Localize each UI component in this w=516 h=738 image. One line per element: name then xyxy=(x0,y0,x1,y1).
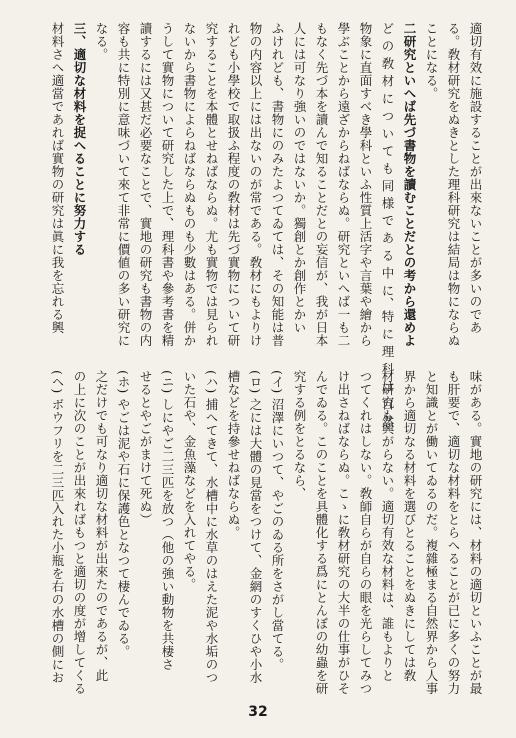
text-line: と知識とが働いてゐるのだ。複雜極まる自然界から人事 xyxy=(424,370,439,695)
text-line: 物の内容以上には出ないのが常である。敎材にもよりけ xyxy=(248,22,263,347)
text-line: なる。 xyxy=(94,22,109,61)
text-line: ど の 敎 材 に つ い て も 同 様 で あ る 中 に、特 に 理 科 は 自 然 xyxy=(380,22,395,428)
text-line: ふけれども、書物にのみたよつてゐては、その知能は普 xyxy=(270,22,285,347)
text-line: 學ぶことから遠ざからねばならぬ。研究といへば一も二 xyxy=(336,22,351,347)
text-line: つてくれはしない。敎師自らが自らの眼を光らしてみつ xyxy=(358,370,373,695)
text-line: 槽などを持參せねばならぬ。 xyxy=(226,370,241,539)
text-line: (ニ) しにやご二三匹を放つ（他の強い動物を共棲さ xyxy=(160,370,175,672)
text-line: 二研究といへば先づ書物を讀むことだとの考から還めよ xyxy=(402,22,417,347)
text-line: (ロ) 之には大體の見當をつけて、金網のすくひや小水 xyxy=(248,370,263,685)
text-line: 物象に直面すべき學科といふ性質上活字や言葉や繪から xyxy=(358,22,373,347)
text-line: 適切有效に施設することが出來ないことが多いのであ xyxy=(468,22,483,334)
text-line: もなく先づ本を讀んで知ることだとの妄信が、我が日本 xyxy=(314,22,329,347)
text-line: 人には可なり強いのではないか。獨創とか創作とかい xyxy=(292,22,307,334)
text-line: 味がある。實地の研究には、材料の適切といふことが最 xyxy=(468,370,483,695)
text-line: せるとやごがまけて死ぬ） xyxy=(138,370,153,526)
text-line: (ヘ) ボウフリを二三匹入れた小瓶を右の水槽の側にお xyxy=(50,370,65,685)
upper-text-block xyxy=(50,22,486,428)
text-line: 材研究も興がらない。適切有效な材料は、誰もよりと xyxy=(380,370,395,682)
text-line: ことになる。 xyxy=(424,22,439,100)
text-line: ないから書物によらねばならぬものも少數はある。併か xyxy=(182,22,197,347)
lower-text-block xyxy=(50,370,486,695)
text-line: 界から適切なる材料を選びとることをぬきにしては敎 xyxy=(402,370,417,682)
text-line: んでゐる。このことを具體化する爲にとんぼの幼蟲を研 xyxy=(314,370,329,695)
text-line: る。敎材研究をぬきとした理科研究は結局は物にならぬ xyxy=(446,22,461,347)
text-line: いた石や、金魚藻などを入れてやる。 xyxy=(182,370,197,591)
page-number: 32 xyxy=(248,704,268,720)
text-line: (ハ) 捕へてきて、水槽中に水草のはえた泥や水垢のつ xyxy=(204,370,219,685)
text-line: れども小學校で取扱ふ程度の敎材は先づ實物について研 xyxy=(226,22,241,347)
text-line: 究することを本體とせねばならぬ。尤も實物では見られ xyxy=(204,22,219,347)
text-line: の上に次のことが出來ればもつと適切の度が增してくる xyxy=(72,370,87,695)
text-line: 容も共に特別に意味づいて來て非常に價値の多い研究に xyxy=(116,22,131,347)
text-line: け出さねばならぬ。こゝに敎材研究の大半の仕事がひそ xyxy=(336,370,351,695)
text-line: 之だけでも可なり適切な材料が出來たのであるが、此 xyxy=(94,370,109,682)
text-line: 讀するには又甚だ必要なことで、實地の研究も書物の内 xyxy=(138,22,153,347)
text-line: 材料さへ適當であれば實物の研究は眞に我を忘れる興 xyxy=(50,22,65,334)
text-line: も肝要で、適切な材料をとらへることが已に多くの努力 xyxy=(446,370,461,695)
text-line: 究する例をとるなら、 xyxy=(292,370,307,500)
text-line: (ホ) やごは泥や石に保護色となつて棲んでゐる。 xyxy=(116,370,131,659)
text-line: うして實物について研究した上で、理科書や參考書を精 xyxy=(160,22,175,347)
text-line: 三、適切な材料を捉へることに努力する xyxy=(72,22,87,256)
text-line: (イ) 沼澤にいつて、やごのゐる所をさがし當てる。 xyxy=(270,370,285,672)
